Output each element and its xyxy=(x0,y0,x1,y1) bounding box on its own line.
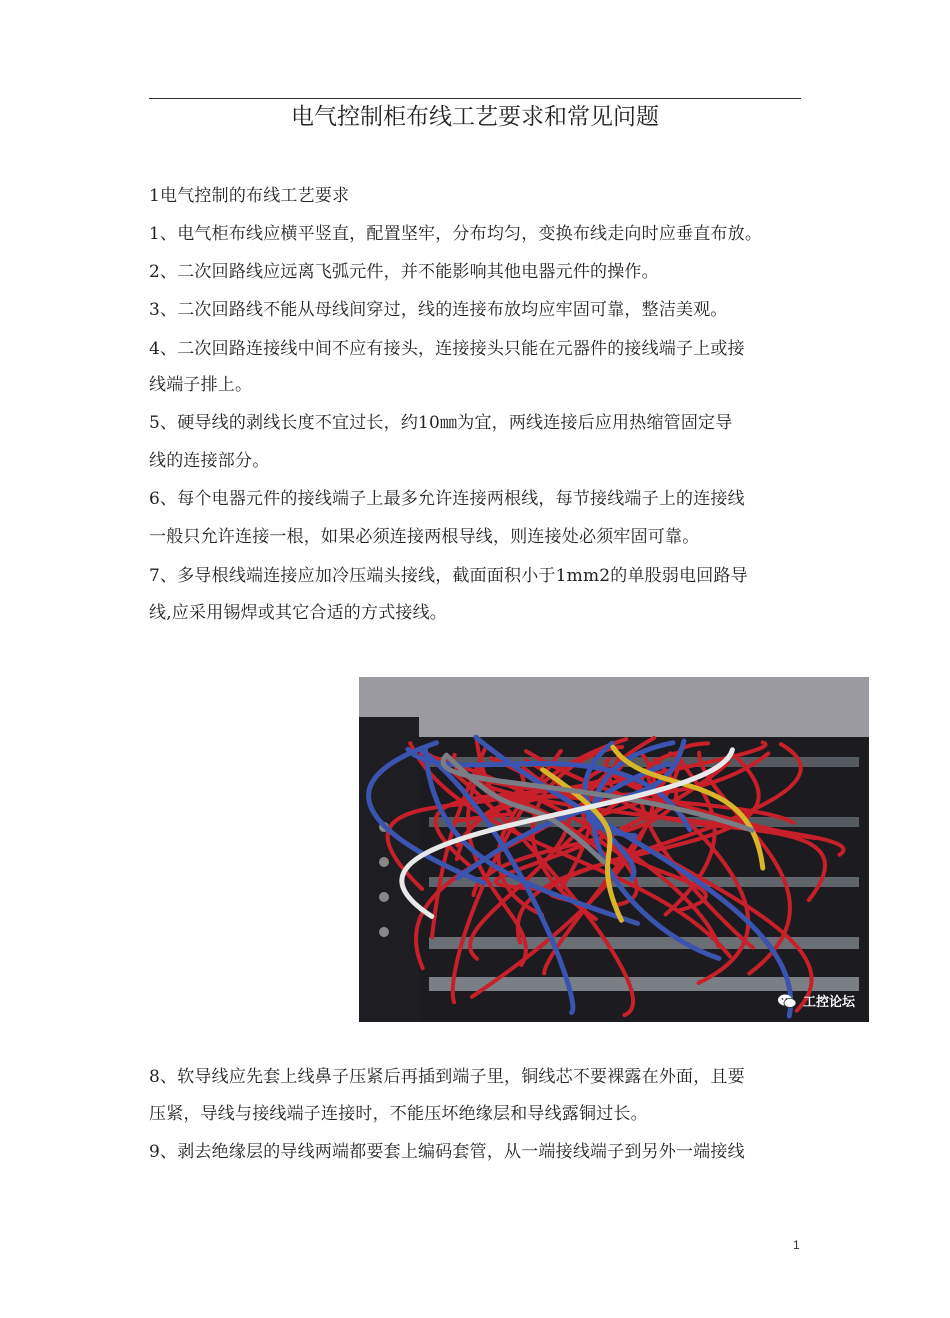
paragraph-line: 4、二次回路连接线中间不应有接头，连接接头只能在元器件的接线端子上或接 xyxy=(149,339,745,359)
section-heading: 1电气控制的布线工艺要求 xyxy=(149,186,350,206)
paragraph-line: 线的连接部分。 xyxy=(149,451,270,471)
photo-watermark xyxy=(777,991,855,1010)
paragraph-line: 3、二次回路线不能从母线间穿过，线的连接布放均应牢固可靠，整洁美观。 xyxy=(149,300,728,320)
document-title: 电气控制柜布线工艺要求和常见问题 xyxy=(291,104,659,130)
paragraph-line: 5、硬导线的剥线长度不宜过长，约10㎜为宜，两线连接后应用热缩管固定导 xyxy=(149,413,733,433)
watermark-text: 工控论坛 xyxy=(802,995,855,1010)
page-number: 1 xyxy=(793,1238,800,1252)
paragraph-line: 压紧，导线与接线端子连接时，不能压坏绝缘层和导线露铜过长。 xyxy=(149,1104,648,1124)
paragraph-line: 9、剥去绝缘层的导线两端都要套上编码套管，从一端接线端子到另外一端接线 xyxy=(149,1142,745,1162)
paragraph-line: 2、二次回路线应远离飞弧元件，并不能影响其他电器元件的操作。 xyxy=(149,262,659,282)
paragraph-line: 6、每个电器元件的接线端子上最多允许连接两根线，每节接线端子上的连接线 xyxy=(149,489,745,509)
paragraph-line: 8、软导线应先套上线鼻子压紧后再插到端子里，铜线芯不要裸露在外面，且要 xyxy=(149,1067,745,1087)
paragraph-line: 1、电气柜布线应横平竖直，配置坚牢，分布均匀，变换布线走向时应垂直布放。 xyxy=(149,224,763,244)
header-rule xyxy=(149,98,801,99)
paragraph-line: 线,应采用锡焊或其它合适的方式接线。 xyxy=(149,603,448,623)
wiring-photo-illustration xyxy=(359,677,869,1022)
paragraph-line: 线端子排上。 xyxy=(149,375,253,395)
wechat-icon xyxy=(777,993,797,1009)
paragraph-line: 7、多导根线端连接应加冷压端头接线，截面面积小于1mm2的单股弱电回路导 xyxy=(149,566,748,586)
paragraph-line: 一般只允许连接一根，如果必须连接两根导线，则连接处必须牢固可靠。 xyxy=(149,527,700,547)
wiring-cabinet-photo xyxy=(359,677,869,1022)
